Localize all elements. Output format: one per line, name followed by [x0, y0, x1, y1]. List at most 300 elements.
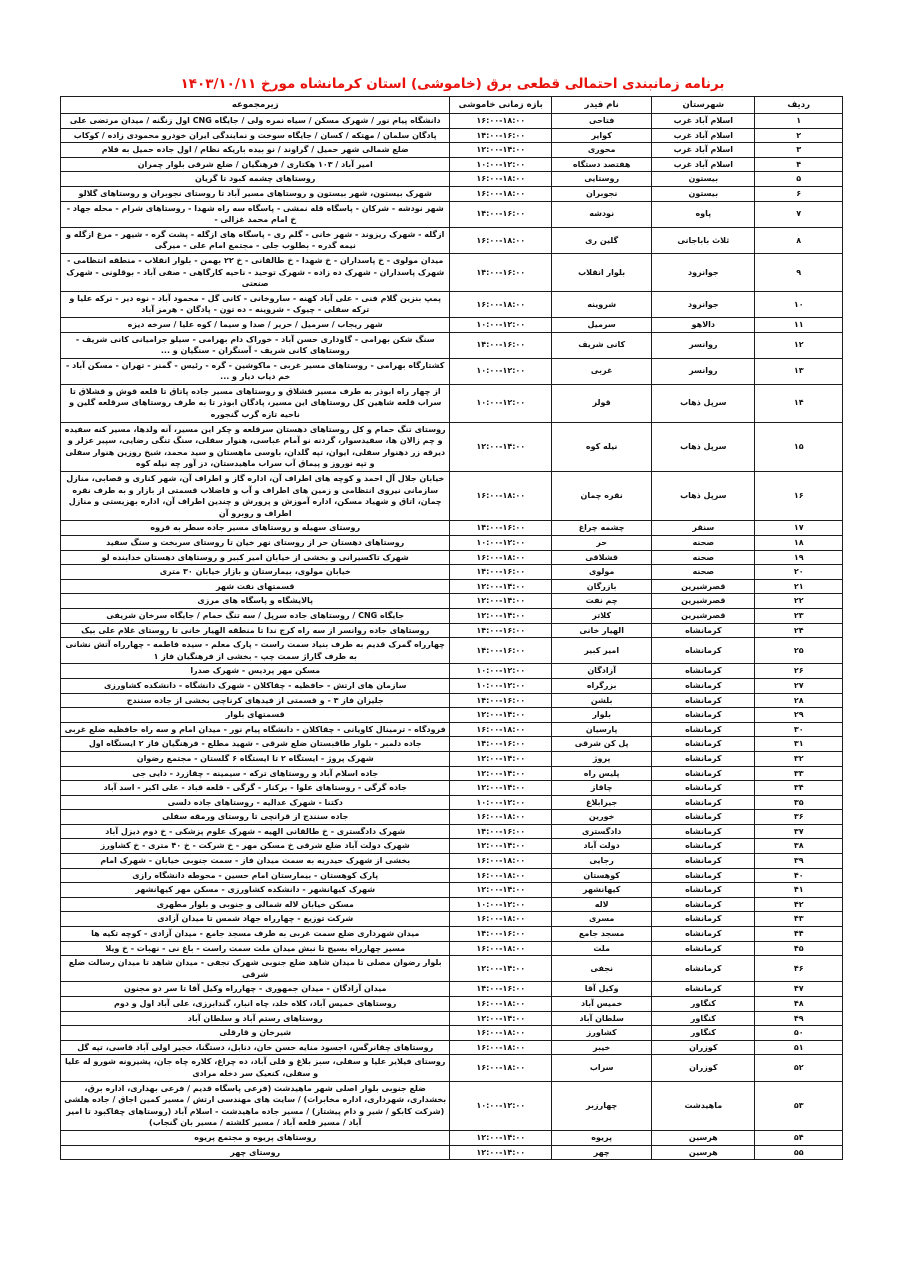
area-cell: روستای فیلایر علیا و سفلی، سبز بلاغ و قلی آباد، ده چراغ، کلاره چاه جان، پشیرونه شورو له علیا و سفلی، کنعیک سر دخله مرادی [61, 1055, 450, 1081]
row-number-cell: ۱ [755, 114, 843, 129]
area-cell: دانشگاه پیام نور / شهرک مسکن / سیاه نمره ولی / جایگاه CNG اول زنگنه / میدان مرتضی علی [61, 114, 450, 129]
table-header [61, 97, 843, 114]
area-cell: روستاهای خمیس آباد، کلاه خلد، چاه انبار، گندابرزی، علی آباد اول و دوم [61, 997, 450, 1012]
time-cell: ۱۰:۰۰-۱۲:۰۰ [450, 678, 552, 693]
time-cell: ۱۰:۰۰-۱۲:۰۰ [450, 795, 552, 810]
table-row [61, 128, 843, 143]
row-number-cell: ۴۳ [755, 912, 843, 927]
row-number-cell: ۱۴ [755, 384, 843, 422]
area-cell: امیر آباد / ۱۰۳ هکتاری / فرهنگیان / ضلع شرقی بلوار چمران [61, 157, 450, 172]
row-number-cell: ۳۵ [755, 795, 843, 810]
row-number-cell: ۲۳ [755, 608, 843, 623]
table-row [61, 912, 843, 927]
table-row [61, 638, 843, 664]
time-cell: ۱۶:۰۰-۱۸:۰۰ [450, 227, 552, 253]
time-cell: ۱۲:۰۰-۱۴:۰۰ [450, 708, 552, 723]
page-title: برنامه زمانبندی احتمالی قطعی برق (خاموشی) استان کرمانشاه مورخ ۱۴۰۳/۱۰/۱۱ [180, 76, 725, 92]
table-row [61, 854, 843, 869]
time-cell: ۱۲:۰۰-۱۴:۰۰ [450, 1130, 552, 1145]
area-cell: شهرک کیهانشهر - دانشکده کشاورزی - مسکن مهر کیهانشهر [61, 883, 450, 898]
table-row [61, 186, 843, 201]
row-number-cell: ۱۳ [755, 358, 843, 384]
feeder-cell: خیبر [552, 1040, 652, 1055]
table-row [61, 1081, 843, 1130]
county-cell: دالاهو [652, 317, 755, 332]
row-number-cell: ۳۲ [755, 751, 843, 766]
area-cell: جلیزان فاز ۳ - و قسمتی از فیدهای کرناچی بخشی از جاده سنندج [61, 693, 450, 708]
county-cell: روانسر [652, 358, 755, 384]
county-cell: کرمانشاه [652, 638, 755, 664]
area-cell: میدان مولوی - خ پاسداران - خ شهدا - خ طالقانی - خ ۲۲ بهمن - بلوار انقلاب - منطقه انتظامی - شهرک پاسداران - شهرک ده زاده - شهرک توحید - ناحیه کارگاهی - صفی آباد - بوقلونی - شهرک صنعتی [61, 253, 450, 291]
row-number-cell: ۲۰ [755, 565, 843, 580]
area-cell: روستاهای چشمه کبود تا گریان [61, 172, 450, 187]
county-cell: کرمانشاه [652, 678, 755, 693]
feeder-cell: کلاتر [552, 608, 652, 623]
row-number-cell: ۳۱ [755, 737, 843, 752]
feeder-cell: چشمه چراغ [552, 521, 652, 536]
time-cell: ۱۲:۰۰-۱۴:۰۰ [450, 422, 552, 471]
table-row [61, 521, 843, 536]
time-cell: ۱۴:۰۰-۱۶:۰۰ [450, 332, 552, 358]
row-number-cell: ۴۵ [755, 941, 843, 956]
area-cell: شرکت توزیع - چهارراه جهاد شمس تا میدان آزادی [61, 912, 450, 927]
feeder-cell: سرمیل [552, 317, 652, 332]
area-cell: پادگان سلمان / مهتکه / کسان / جایگاه سوخت و نمایندگی ایران خودرو محمودی زاده / کوکاب [61, 128, 450, 143]
table-row [61, 1130, 843, 1145]
feeder-cell: نیله کوه [552, 422, 652, 471]
time-cell: ۱۲:۰۰-۱۴:۰۰ [450, 883, 552, 898]
header-county: شهرستان [652, 97, 755, 114]
county-cell: کرمانشاه [652, 693, 755, 708]
area-cell: روستاهای جاده روانسر از سه راه کرج ندا تا منطقه الهیار خانی تا روستای غلام علی بیک [61, 623, 450, 638]
area-cell: مسکن خیابان لاله شمالی و جنوبی و بلوار مطهری [61, 897, 450, 912]
row-number-cell: ۶ [755, 186, 843, 201]
county-cell: کرمانشاه [652, 751, 755, 766]
feeder-cell: پروژ [552, 751, 652, 766]
area-cell: جایگاه CNG / روستاهای جاده سرپل / سه تنگ حمام / جایگاه سرخان شریفی [61, 608, 450, 623]
time-cell: ۱۶:۰۰-۱۸:۰۰ [450, 941, 552, 956]
row-number-cell: ۳۷ [755, 824, 843, 839]
row-number-cell: ۴۶ [755, 956, 843, 982]
feeder-cell: نقره چمان [552, 472, 652, 521]
table-row [61, 594, 843, 609]
table-row [61, 883, 843, 898]
table-row [61, 536, 843, 551]
time-cell: ۱۴:۰۰-۱۶:۰۰ [450, 982, 552, 997]
area-cell: پمپ بنزین گلام فنی - علی آباد کهنه - ساروخانی - کانی گل - محمود آباد - نوه دیر - ترکه علیا و ترکه سفلی - چیوک - شروینه - ده تون - پادگان - هرمز آباد [61, 291, 450, 317]
time-cell: ۱۲:۰۰-۱۴:۰۰ [450, 839, 552, 854]
county-cell: صحنه [652, 565, 755, 580]
area-cell: ضلع جنوبی بلوار اصلی شهر ماهیدشت (فرعی پاسگاه قدیم / فرعی بهداری، اداره برق، بخشداری، شهرداری، اداره مخابرات) / سایت های مهندسی ارتش / مسیر کمین اجاق / جاده هلشی (شرکت کابکو / شیر و دام پیشتاز) / مسیر جاده ماهیدشت - اسلام آباد (روستاهای چقاکبود تا امیر آباد / مسیر قلعه آباد / مسیر کلشته / مسیر بان گنجاب) [61, 1081, 450, 1130]
row-number-cell: ۲۷ [755, 678, 843, 693]
table-row [61, 781, 843, 796]
table-row [61, 693, 843, 708]
row-number-cell: ۵۱ [755, 1040, 843, 1055]
county-cell: هرسین [652, 1145, 755, 1160]
area-cell: پارک کوهستان - بیمارستان امام حسین - محوطه دانشگاه رازی [61, 868, 450, 883]
time-cell: ۱۶:۰۰-۱۸:۰۰ [450, 854, 552, 869]
time-cell: ۱۴:۰۰-۱۶:۰۰ [450, 565, 552, 580]
table-row [61, 358, 843, 384]
time-cell: ۱۲:۰۰-۱۴:۰۰ [450, 143, 552, 158]
time-cell: ۱۴:۰۰-۱۶:۰۰ [450, 128, 552, 143]
feeder-cell: روستایی [552, 172, 652, 187]
row-number-cell: ۳۹ [755, 854, 843, 869]
county-cell: بیستون [652, 172, 755, 187]
area-cell: شهر نودشه - شرکان - پاسگاه قله نمشی - پاسگاه سه راه شهدا - روستاهای شرام - محله جهاد - خ امام محمد غزالی - [61, 201, 450, 227]
row-number-cell: ۳۰ [755, 722, 843, 737]
table-row [61, 708, 843, 723]
row-number-cell: ۴۱ [755, 883, 843, 898]
row-number-cell: ۴ [755, 157, 843, 172]
feeder-cell: کشاورز [552, 1026, 652, 1041]
county-cell: کرمانشاه [652, 927, 755, 942]
feeder-cell: کوهستان [552, 868, 652, 883]
feeder-cell: دولت آباد [552, 839, 652, 854]
feeder-cell: حر [552, 536, 652, 551]
table-row [61, 810, 843, 825]
feeder-cell: سلطان آباد [552, 1011, 652, 1026]
time-cell: ۱۴:۰۰-۱۶:۰۰ [450, 253, 552, 291]
area-cell: چهارراه گمرک قدیم به طرف بنیاد سمت راست - پارک معلم - سیده فاطمه - چهارراه آتش نشانی به طرف گاراژ سمت چپ - بخشی از فرهنگیان فاز ۱ [61, 638, 450, 664]
county-cell: کنگاور [652, 1026, 755, 1041]
county-cell: صحنه [652, 536, 755, 551]
feeder-cell: نجفی [552, 956, 652, 982]
feeder-cell: بازرگان [552, 579, 652, 594]
area-cell: مسکن مهر پردیس - شهرک صدرا [61, 664, 450, 679]
area-cell: ازگله - شهرک ریزوند - شهر خانی - گلم ری - پاسگاه های ازگله - پشت گره - شیهر - مرغ ازگله و نیمه گدره - بطلوب جلی - مجتمع امام علی - میرگی [61, 227, 450, 253]
row-number-cell: ۳۸ [755, 839, 843, 854]
row-number-cell: ۵۳ [755, 1081, 843, 1130]
table-row [61, 332, 843, 358]
area-cell: جاده دلمبر - بلوار طاقبستان ضلع شرقی - شهید مطلع - فرهنگیان فاز ۲ ایستگاه اول [61, 737, 450, 752]
time-cell: ۱۰:۰۰-۱۲:۰۰ [450, 664, 552, 679]
row-number-cell: ۵۴ [755, 1130, 843, 1145]
time-cell: ۱۶:۰۰-۱۸:۰۰ [450, 172, 552, 187]
county-cell: سرپل ذهاب [652, 384, 755, 422]
feeder-cell: چهر [552, 1145, 652, 1160]
table-row [61, 795, 843, 810]
feeder-cell: پل کن شرقی [552, 737, 652, 752]
area-cell: جاده گرگی - روستاهای علوا - برکنار - گرگی - قلعه قباد - علی اکبر - اسد آباد [61, 781, 450, 796]
row-number-cell: ۷ [755, 201, 843, 227]
area-cell: مسیر چهارراه بسیج تا نبش میدان ملت سمت راست - باغ نی - نهبات - خ ویلا [61, 941, 450, 956]
area-cell: از چهار راه ابوذر به طرف مسیر قشلاق و روستاهای مسیر جاده پاتاق تا قلعه قوش و قشلاق تا سراب قلعه شاهین کل روستاهای این مسیر، پادگان ابوذر تا به طرف روستاهای سرقلعه گلین و ناحیه تازه گرب گنجوره [61, 384, 450, 422]
county-cell: کنگاور [652, 1011, 755, 1026]
county-cell: ثلاث باباجانی [652, 227, 755, 253]
county-cell: کرمانشاه [652, 623, 755, 638]
row-number-cell: ۴۴ [755, 927, 843, 942]
table-row [61, 579, 843, 594]
feeder-cell: مسجد جامع [552, 927, 652, 942]
county-cell: کرمانشاه [652, 722, 755, 737]
table-row [61, 472, 843, 521]
feeder-cell: محوری [552, 143, 652, 158]
area-cell: شهرک دادگستری - خ طالقانی الهیه - شهرک علوم پزشکی - خ دوم دیزل آباد [61, 824, 450, 839]
area-cell: فرودگاه - ترمینال کاویانی - چقاکلان - دانشگاه پیام نور - میدان امام و سه راه حافظیه ضلع غربی [61, 722, 450, 737]
time-cell: ۱۴:۰۰-۱۶:۰۰ [450, 638, 552, 664]
row-number-cell: ۹ [755, 253, 843, 291]
feeder-cell: پلیس راه [552, 766, 652, 781]
county-cell: قصرشیرین [652, 579, 755, 594]
table-row [61, 664, 843, 679]
row-number-cell: ۲۱ [755, 579, 843, 594]
table-row [61, 253, 843, 291]
area-cell: شهر ریجاب / سرمیل / حریر / صدا و سیما / کوه علیا / سرخه دیزه [61, 317, 450, 332]
county-cell: کرمانشاه [652, 912, 755, 927]
county-cell: صحنه [652, 550, 755, 565]
time-cell: ۱۴:۰۰-۱۶:۰۰ [450, 623, 552, 638]
county-cell: سرپل ذهاب [652, 472, 755, 521]
area-cell: دکتنا - شهرک عدالیه - روستاهای جاده دلسی [61, 795, 450, 810]
county-cell: قصرشیرین [652, 594, 755, 609]
row-number-cell: ۵۵ [755, 1145, 843, 1160]
county-cell: کوزران [652, 1040, 755, 1055]
county-cell: کرمانشاه [652, 664, 755, 679]
table-row [61, 766, 843, 781]
header-row-number: ردیف [755, 97, 843, 114]
row-number-cell: ۱۶ [755, 472, 843, 521]
county-cell: سنقر [652, 521, 755, 536]
time-cell: ۱۶:۰۰-۱۸:۰۰ [450, 1026, 552, 1041]
county-cell: کرمانشاه [652, 941, 755, 956]
row-number-cell: ۲۸ [755, 693, 843, 708]
county-cell: کنگاور [652, 997, 755, 1012]
header-area: زیرمجموعه [61, 97, 450, 114]
row-number-cell: ۴۲ [755, 897, 843, 912]
table-row [61, 384, 843, 422]
row-number-cell: ۳ [755, 143, 843, 158]
area-cell: روستاهای چقانرگس، اجسود منایه حسن خان، دنابل، دستگنا، خجیر اولی آباد قاسی، تپه گل [61, 1040, 450, 1055]
row-number-cell: ۱۹ [755, 550, 843, 565]
area-cell: بخشی از شهرک حیدریه به سمت میدان فاز - سمت جنوبی خیابان - شهرک امام [61, 854, 450, 869]
time-cell: ۱۴:۰۰-۱۶:۰۰ [450, 521, 552, 536]
row-number-cell: ۲۵ [755, 638, 843, 664]
time-cell: ۱۶:۰۰-۱۸:۰۰ [450, 114, 552, 129]
feeder-cell: قشلاقی [552, 550, 652, 565]
county-cell: روانسر [652, 332, 755, 358]
feeder-cell: خورین [552, 810, 652, 825]
row-number-cell: ۳۶ [755, 810, 843, 825]
row-number-cell: ۱۱ [755, 317, 843, 332]
table-row [61, 678, 843, 693]
feeder-cell: نجوبران [552, 186, 652, 201]
county-cell: اسلام آباد غرب [652, 114, 755, 129]
feeder-cell: نودشه [552, 201, 652, 227]
county-cell: کرمانشاه [652, 737, 755, 752]
table-row [61, 422, 843, 471]
feeder-cell: کانی شریف [552, 332, 652, 358]
table-row [61, 839, 843, 854]
time-cell: ۱۲:۰۰-۱۴:۰۰ [450, 594, 552, 609]
row-number-cell: ۴۷ [755, 982, 843, 997]
header-time-window: بازه زمانی خاموشی [450, 97, 552, 114]
table-row [61, 824, 843, 839]
row-number-cell: ۵ [755, 172, 843, 187]
table-row [61, 1040, 843, 1055]
row-number-cell: ۳۳ [755, 766, 843, 781]
table-row [61, 997, 843, 1012]
time-cell: ۱۲:۰۰-۱۴:۰۰ [450, 1011, 552, 1026]
feeder-cell: پریوه [552, 1130, 652, 1145]
table-row [61, 982, 843, 997]
time-cell: ۱۶:۰۰-۱۸:۰۰ [450, 472, 552, 521]
row-number-cell: ۲۹ [755, 708, 843, 723]
feeder-cell: ملت [552, 941, 652, 956]
table-row [61, 172, 843, 187]
feeder-cell: چم نفت [552, 594, 652, 609]
area-cell: ضلع شمالی شهر حمیل / گراوند / نو بیده باریکه نظام / اول جاده حمیل به فلام [61, 143, 450, 158]
county-cell: قصرشیرین [652, 608, 755, 623]
county-cell: کرمانشاه [652, 824, 755, 839]
table-row [61, 737, 843, 752]
table-row [61, 941, 843, 956]
county-cell: اسلام آباد غرب [652, 128, 755, 143]
feeder-cell: دادگستری [552, 824, 652, 839]
county-cell: بیستون [652, 186, 755, 201]
feeder-cell: بلوار [552, 708, 652, 723]
area-cell: روستاهای دهستان حر از روستای نهر خیان تا روستای سربخت و سنگ سفید [61, 536, 450, 551]
row-number-cell: ۲ [755, 128, 843, 143]
county-cell: کرمانشاه [652, 781, 755, 796]
table-row [61, 897, 843, 912]
row-number-cell: ۴۹ [755, 1011, 843, 1026]
time-cell: ۱۲:۰۰-۱۴:۰۰ [450, 579, 552, 594]
county-cell: کرمانشاه [652, 897, 755, 912]
area-cell: کشتارگاه بهرامی - روستاهای مسیر غربی - ماکوشین - گره - رئیس - گمنر - تهران - مسکن آباد - خم دیاب دیار و ... [61, 358, 450, 384]
area-cell: شیرخان و قارقلی [61, 1026, 450, 1041]
county-cell: کرمانشاه [652, 810, 755, 825]
area-cell: جاده اسلام آباد و روستاهای ترکه - سیمینه - چقازرد - دایی جی [61, 766, 450, 781]
time-cell: ۱۶:۰۰-۱۸:۰۰ [450, 550, 552, 565]
feeder-cell: چهارزبر [552, 1081, 652, 1130]
row-number-cell: ۱۷ [755, 521, 843, 536]
feeder-cell: قولر [552, 384, 652, 422]
county-cell: کرمانشاه [652, 839, 755, 854]
feeder-cell: الهیار خانی [552, 623, 652, 638]
time-cell: ۱۰:۰۰-۱۲:۰۰ [450, 536, 552, 551]
area-cell: خیابان جلال آل احمد و کوچه های اطراف آن، اداره گاز و اطراف آن، شهر کناری و قصابی، منازل سازمانی نیروی انتظامی و زمین های اطراف و آب و فاضلاب قسمتی از بازار و به طرف نقره چمان، اتاق و شهیاد مسکن، اداره آموزش و پرورش و چندین اطراف آن، اداره بهزیستی و منازل اطراف و روبرو آن [61, 472, 450, 521]
row-number-cell: ۴۰ [755, 868, 843, 883]
table-row [61, 550, 843, 565]
county-cell: جوانرود [652, 291, 755, 317]
area-cell: قسمتهای نفت شهر [61, 579, 450, 594]
feeder-cell: شروینه [552, 291, 652, 317]
feeder-cell: هفتصد دستگاه [552, 157, 652, 172]
time-cell: ۱۲:۰۰-۱۴:۰۰ [450, 751, 552, 766]
row-number-cell: ۱۰ [755, 291, 843, 317]
feeder-cell: پارسیان [552, 722, 652, 737]
area-cell: شهرک بیستون، شهر بیستون و روستاهای مسیر آباد تا روستای نجوبران و روستاهای گلالو [61, 186, 450, 201]
feeder-cell: مولوی [552, 565, 652, 580]
time-cell: ۱۲:۰۰-۱۴:۰۰ [450, 766, 552, 781]
table-row [61, 143, 843, 158]
county-cell: سرپل ذهاب [652, 422, 755, 471]
feeder-cell: سراب [552, 1055, 652, 1081]
row-number-cell: ۱۸ [755, 536, 843, 551]
row-number-cell: ۲۲ [755, 594, 843, 609]
feeder-cell: خمیس آباد [552, 997, 652, 1012]
feeder-cell: غربی [552, 358, 652, 384]
feeder-cell: گلین ری [552, 227, 652, 253]
county-cell: کرمانشاه [652, 883, 755, 898]
table-row [61, 1145, 843, 1160]
feeder-cell: بزرگراه [552, 678, 652, 693]
time-cell: ۱۶:۰۰-۱۸:۰۰ [450, 722, 552, 737]
county-cell: کرمانشاه [652, 766, 755, 781]
feeder-cell: جیرابلاغ [552, 795, 652, 810]
county-cell: کرمانشاه [652, 868, 755, 883]
feeder-cell: وکیل آقا [552, 982, 652, 997]
time-cell: ۱۰:۰۰-۱۲:۰۰ [450, 384, 552, 422]
table-row [61, 623, 843, 638]
row-number-cell: ۸ [755, 227, 843, 253]
time-cell: ۱۶:۰۰-۱۸:۰۰ [450, 997, 552, 1012]
area-cell: پالایشگاه و پاسگاه های مرزی [61, 594, 450, 609]
time-cell: ۱۶:۰۰-۱۸:۰۰ [450, 810, 552, 825]
table-row [61, 722, 843, 737]
feeder-cell: چاقاز [552, 781, 652, 796]
outage-schedule-table [60, 96, 843, 1160]
time-cell: ۱۴:۰۰-۱۶:۰۰ [450, 824, 552, 839]
area-cell: شهرک پروژ - ایستگاه ۲ تا ایستگاه ۶ گلستان - مجتمع رضوان [61, 751, 450, 766]
time-cell: ۱۴:۰۰-۱۶:۰۰ [450, 737, 552, 752]
table-row [61, 608, 843, 623]
feeder-cell: مسری [552, 912, 652, 927]
row-number-cell: ۳۴ [755, 781, 843, 796]
area-cell: شهرک دولت آباد ضلع شرقی خ مسکن مهر - خ شرکت - خ ۴۰ متری - خ کشاورز [61, 839, 450, 854]
time-cell: ۱۰:۰۰-۱۲:۰۰ [450, 1081, 552, 1130]
area-cell: روستای سهیله و روستاهای مسیر جاده سطر به قروه [61, 521, 450, 536]
time-cell: ۱۰:۰۰-۱۲:۰۰ [450, 358, 552, 384]
row-number-cell: ۲۶ [755, 664, 843, 679]
time-cell: ۱۶:۰۰-۱۸:۰۰ [450, 868, 552, 883]
header-feeder: نام فیدر [552, 97, 652, 114]
area-cell: روستاهای رستم آباد و سلطان آباد [61, 1011, 450, 1026]
county-cell: اسلام آباد غرب [652, 157, 755, 172]
row-number-cell: ۴۸ [755, 997, 843, 1012]
table-row [61, 114, 843, 129]
feeder-cell: فتاحی [552, 114, 652, 129]
table-row [61, 291, 843, 317]
feeder-cell: بلوار انقلاب [552, 253, 652, 291]
time-cell: ۱۰:۰۰-۱۲:۰۰ [450, 317, 552, 332]
schedule-table-body [61, 114, 843, 1160]
county-cell: هرسین [652, 1130, 755, 1145]
county-cell: کرمانشاه [652, 982, 755, 997]
area-cell: میدان آزادگان - میدان جمهوری - چهارراه وکیل آقا تا سر دو مجنون [61, 982, 450, 997]
time-cell: ۱۰:۰۰-۱۲:۰۰ [450, 897, 552, 912]
area-cell: روستاهای پریوه و مجتمع پریوه [61, 1130, 450, 1145]
table-row [61, 317, 843, 332]
table-row [61, 751, 843, 766]
time-cell: ۱۶:۰۰-۱۸:۰۰ [450, 186, 552, 201]
table-row [61, 868, 843, 883]
time-cell: ۱۲:۰۰-۱۴:۰۰ [450, 781, 552, 796]
time-cell: ۱۲:۰۰-۱۴:۰۰ [450, 608, 552, 623]
area-cell: جاده سنندج از قرانچی تا روستای ورمقه سفلی [61, 810, 450, 825]
county-cell: اسلام آباد غرب [652, 143, 755, 158]
county-cell: ماهیدشت [652, 1081, 755, 1130]
feeder-cell: بلشن [552, 693, 652, 708]
row-number-cell: ۵۲ [755, 1055, 843, 1081]
area-cell: روستای چهر [61, 1145, 450, 1160]
time-cell: ۱۴:۰۰-۱۶:۰۰ [450, 201, 552, 227]
row-number-cell: ۲۴ [755, 623, 843, 638]
table-row [61, 565, 843, 580]
county-cell: کرمانشاه [652, 956, 755, 982]
feeder-cell: امیر کبیر [552, 638, 652, 664]
